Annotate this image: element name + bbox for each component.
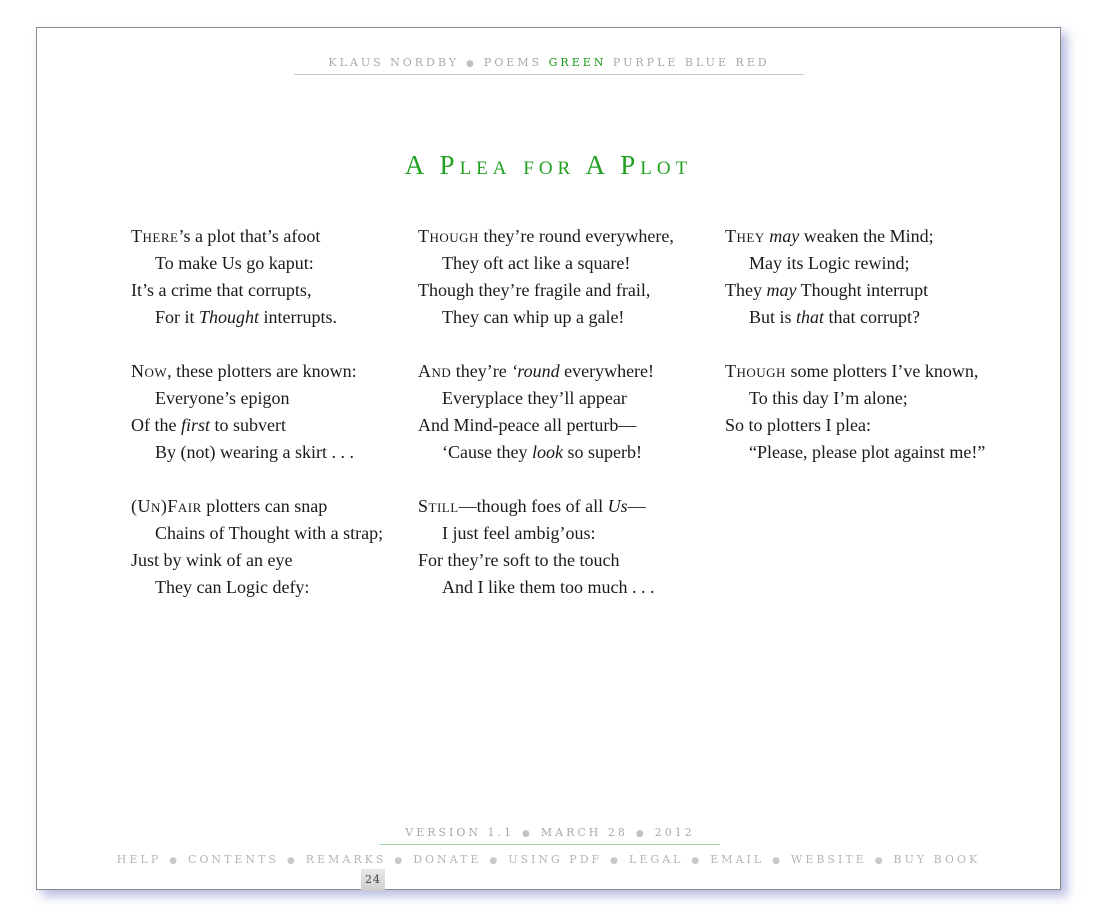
poem-line	[418, 385, 674, 412]
poem-line	[725, 304, 985, 331]
poem-line	[418, 574, 674, 601]
stanza-lead-word: Though	[418, 226, 479, 246]
line-text: “Please, please plot against me!”	[749, 442, 986, 462]
separator-dot-icon: ●	[489, 856, 501, 866]
emphasis-text: ‘round	[511, 361, 560, 381]
footer-link-contents[interactable]: CONTENTS	[188, 853, 279, 866]
poem-line	[418, 223, 674, 250]
stanza	[725, 358, 985, 466]
line-text: By (not) wearing a skirt . . .	[155, 442, 354, 462]
line-text: —	[627, 496, 646, 516]
stanza-lead-word: Now	[131, 361, 168, 381]
separator-dot-icon: ●	[286, 856, 298, 866]
line-text: Of the	[131, 415, 181, 435]
separator-dot-icon: ●	[169, 856, 180, 866]
poem-line	[418, 358, 674, 385]
poem-line	[131, 547, 383, 574]
stanza	[131, 358, 383, 466]
poem-column-2	[418, 223, 674, 628]
stanza-lead-word: They	[725, 226, 765, 246]
separator-dot-icon: ●	[610, 856, 622, 866]
poem-line	[418, 277, 674, 304]
line-text: they’re round everywhere,	[478, 226, 674, 246]
poem-line	[418, 304, 674, 331]
emphasis-text: first	[180, 415, 210, 435]
page-number: 24	[361, 869, 385, 891]
poem-line	[131, 277, 383, 304]
poem-line	[131, 520, 383, 547]
separator-dot-icon: ●	[691, 856, 703, 866]
stanza	[418, 223, 674, 331]
footer-link-email[interactable]: EMAIL	[710, 853, 765, 866]
line-text: May its Logic rewind;	[749, 253, 910, 273]
line-text: But is	[749, 307, 797, 327]
stanza	[725, 223, 985, 331]
separator-dot-icon: ●	[466, 59, 477, 69]
poem-line	[131, 358, 383, 385]
emphasis-text: that	[796, 307, 825, 327]
line-text: interrupts.	[259, 307, 338, 327]
stanza-lead-word: (Un)Fair	[131, 496, 202, 516]
date-label: MARCH 28	[540, 826, 628, 839]
poem-line	[725, 385, 985, 412]
poem-line	[131, 439, 383, 466]
footer-link-using-pdf[interactable]: USING PDF	[508, 853, 603, 866]
line-text: They oft act like a square!	[442, 253, 631, 273]
poem-line	[131, 304, 383, 331]
line-text: To make Us go kaput:	[155, 253, 314, 273]
line-text: And Mind-peace all perturb—	[418, 415, 637, 435]
other-colors-links[interactable]: PURPLE BLUE RED	[612, 56, 770, 69]
line-text: Everyone’s epigon	[155, 388, 290, 408]
footer-navigation	[37, 853, 1060, 866]
emphasis-text: may	[766, 280, 797, 300]
line-text: Chains of Thought with a strap;	[155, 523, 384, 543]
poem-line	[725, 250, 985, 277]
line-text: that corrupt?	[824, 307, 920, 327]
line-text: —though foes of all	[458, 496, 608, 516]
line-text: For they’re soft to the touch	[418, 550, 620, 570]
poem-column-1	[131, 223, 383, 628]
line-text: they’re	[451, 361, 512, 381]
line-text: to subvert	[210, 415, 286, 435]
separator-dot-icon: ●	[635, 829, 647, 839]
poem-line	[418, 493, 674, 520]
poem-column-3	[725, 223, 985, 493]
poem-line	[418, 250, 674, 277]
line-text: so superb!	[562, 442, 642, 462]
line-text: I just feel ambig’ous:	[442, 523, 596, 543]
stanza	[418, 493, 674, 601]
poem-line	[725, 439, 985, 466]
line-text: They can whip up a gale!	[442, 307, 625, 327]
line-text: ‘Cause they	[442, 442, 532, 462]
emphasis-text: look	[531, 442, 563, 462]
stanza-lead-word: Though	[725, 361, 786, 381]
line-text: Thought interrupt	[796, 280, 929, 300]
poem-line	[725, 223, 985, 250]
poem-line	[725, 412, 985, 439]
current-color-link[interactable]: GREEN	[548, 56, 607, 69]
poem-line	[418, 439, 674, 466]
emphasis-text: Us	[607, 496, 628, 516]
line-text: For it	[155, 307, 200, 327]
poem-line	[131, 385, 383, 412]
poem-line	[131, 574, 383, 601]
poem-line	[418, 412, 674, 439]
line-text: Just by wink of an eye	[131, 550, 293, 570]
line-text: ’s a plot that’s afoot	[178, 226, 321, 246]
running-header	[294, 56, 804, 75]
year-label: 2012	[654, 826, 695, 839]
footer-link-donate[interactable]: DONATE	[413, 853, 482, 866]
stanza-lead-word: And	[418, 361, 452, 381]
version-label: VERSION 1.1	[405, 826, 515, 839]
stanza-lead-word: There	[131, 226, 179, 246]
emphasis-text: Thought	[199, 307, 260, 327]
footer-link-help[interactable]: HELP	[116, 853, 162, 866]
line-text: some plotters I’ve known,	[785, 361, 979, 381]
line-text: everywhere!	[559, 361, 655, 381]
line-text: Everyplace they’ll appear	[442, 388, 627, 408]
author-name: KLAUS NORDBY	[328, 56, 460, 69]
footer-link-buy-book[interactable]: BUY BOOK	[893, 853, 981, 866]
document-page	[36, 27, 1061, 890]
line-text: It’s a crime that corrupts,	[131, 280, 312, 300]
poem-line	[131, 223, 383, 250]
line-text: plotters can snap	[201, 496, 328, 516]
section-name: POEMS	[483, 56, 543, 69]
line-text: They	[725, 280, 767, 300]
poem-line	[725, 358, 985, 385]
footer-link-legal[interactable]: LEGAL	[629, 853, 684, 866]
poem-line	[418, 547, 674, 574]
poem-title: A Plea for A Plot	[404, 150, 693, 180]
separator-dot-icon: ●	[394, 856, 406, 866]
footer-link-remarks[interactable]: REMARKS	[305, 853, 387, 866]
stanza	[131, 493, 383, 601]
poem-line	[131, 250, 383, 277]
poem-line	[131, 493, 383, 520]
poem-line	[418, 520, 674, 547]
stanza	[418, 358, 674, 466]
emphasis-text: may	[769, 226, 800, 246]
poem-line	[131, 412, 383, 439]
version-info	[380, 826, 720, 845]
line-text: To this day I’m alone;	[749, 388, 908, 408]
line-text: weaken the Mind;	[799, 226, 934, 246]
line-text: So to plotters I plea:	[725, 415, 871, 435]
separator-dot-icon: ●	[874, 856, 886, 866]
line-text: , these plotters are known:	[167, 361, 357, 381]
line-text: Though they’re fragile and frail,	[418, 280, 651, 300]
stanza	[131, 223, 383, 331]
poem-line	[725, 277, 985, 304]
separator-dot-icon: ●	[522, 829, 533, 839]
footer-link-website[interactable]: WEBSITE	[791, 853, 867, 866]
line-text: They can Logic defy:	[155, 577, 310, 597]
stanza-lead-word: Still	[418, 496, 459, 516]
line-text: And I like them too much . . .	[442, 577, 655, 597]
separator-dot-icon: ●	[772, 856, 784, 866]
